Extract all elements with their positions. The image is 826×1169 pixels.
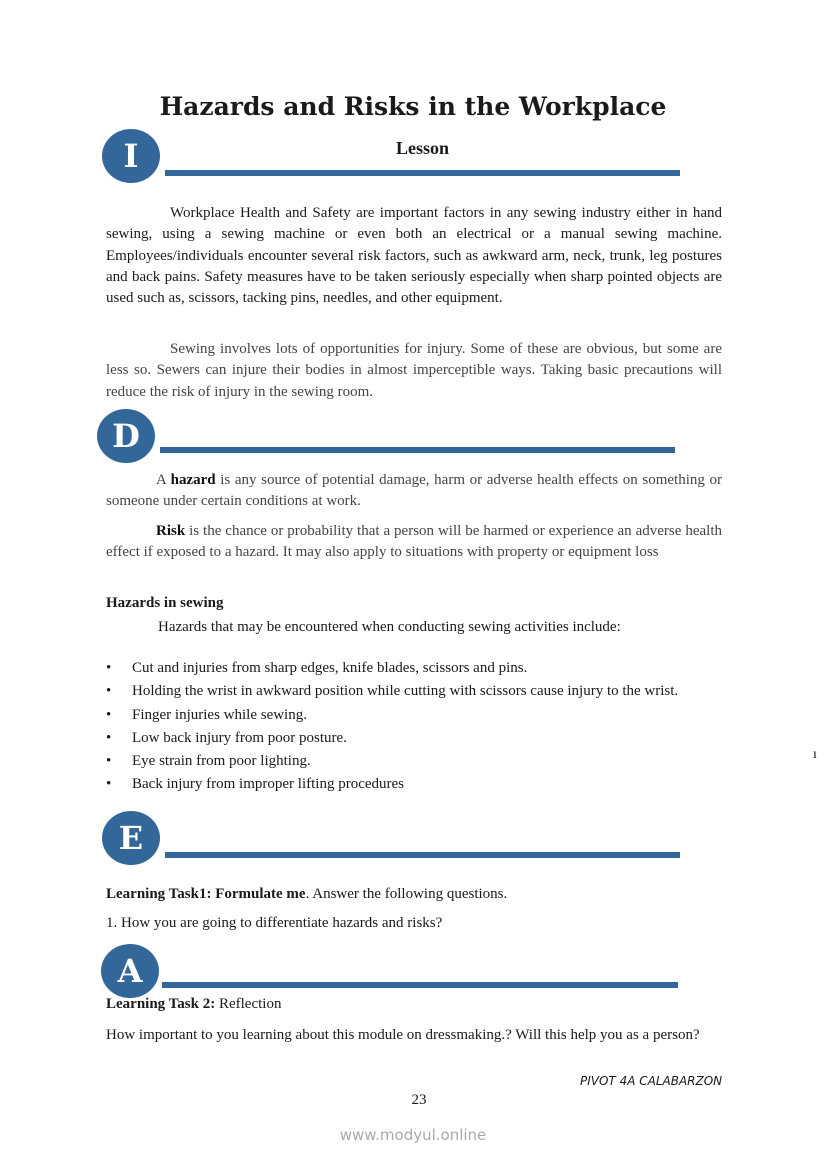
section-divider (160, 447, 675, 453)
section-divider (162, 982, 678, 988)
hazards-list (106, 659, 722, 799)
learning-task-1 (106, 886, 507, 903)
page-title: Hazards and Risks in the Workplace (159, 92, 667, 121)
intro-paragraph-2: Sewing involves lots of opportunities for injury. Some of these are obvious, but some are less so. Sewers can injure their bodies in almost imperceptible ways. Taking basic precautions will reduce the risk of injury in the sewing room. (106, 341, 722, 400)
hazards-subheading: Hazards in sewing (106, 595, 224, 611)
risk-definition (106, 521, 722, 564)
learning-task-2 (106, 996, 281, 1013)
section-badge-e: E (102, 811, 160, 865)
hazard-term: hazard (170, 472, 216, 488)
intro-paragraph-1: Workplace Health and Safety are important factors in any sewing industry either in hand sewing, using a sewing machine or even both an electrical or a manual sewing machine. Employees/individuals encounter several risk factors, such as awkward arm, neck, trunk, leg postures and back pains. Safety measures have to be taken seriously especially when sharp pointed objects are used such as, scissors, tacking pins, needles, and other equipment. (106, 205, 722, 307)
hazards-intro: Hazards that may be encountered when conducting sewing activities include: (158, 619, 621, 635)
list-item: • Back injury from improper lifting procedures (106, 775, 722, 793)
section-divider (165, 852, 680, 858)
watermark: www.modyul.online (339, 1126, 487, 1144)
task-text: Reflection (215, 996, 282, 1012)
hazard-definition (106, 470, 722, 513)
text: is the chance or probability that a person will be harmed or experience an adverse health effect if exposed to a hazard. It may also apply to situations with property or equipment loss (106, 523, 722, 561)
task-text: . Answer the following questions. (305, 886, 508, 902)
list-item: • Finger injuries while sewing. (106, 706, 722, 724)
task-label: Learning Task1: Formulate me (106, 886, 306, 902)
section-divider (165, 170, 680, 176)
lesson-heading: Lesson (395, 138, 449, 158)
stray-mark: ı (813, 747, 817, 762)
list-item: • Cut and injuries from sharp edges, knife blades, scissors and pins. (106, 659, 722, 677)
page-number: 23 (411, 1092, 427, 1108)
text: A (156, 472, 171, 488)
question-1: 1. How you are going to differentiate hazards and risks? (106, 915, 443, 931)
list-item: • Holding the wrist in awkward position while cutting with scissors cause injury to the wrist. (106, 682, 722, 700)
list-item: • Low back injury from poor posture. (106, 729, 722, 747)
section-badge-a: A (101, 944, 159, 998)
list-item: • Eye strain from poor lighting. (106, 752, 722, 770)
footer-org: PIVOT 4A CALABARZON (580, 1074, 723, 1088)
reflection-question: How important to you learning about this module on dressmaking.? Will this help you as a person? (106, 1027, 700, 1043)
section-badge-i: I (102, 129, 160, 183)
task-label: Learning Task 2: (106, 996, 216, 1012)
section-badge-d: D (97, 409, 155, 463)
risk-term: Risk (156, 523, 186, 539)
text: is any source of potential damage, harm or adverse health effects on something or someone under certain conditions at work. (106, 472, 722, 510)
